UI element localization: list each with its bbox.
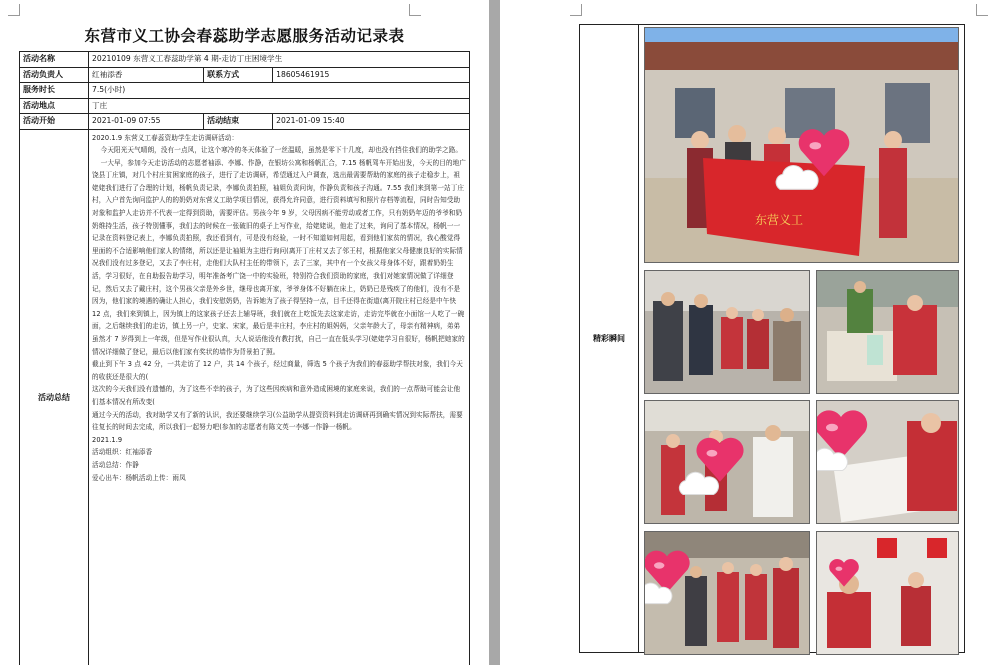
summary-paragraph: 通过今天的活动，我对助学又有了新的认识，我还要继续学习(公益助学从提资资料到走访调研再到确实情况到实际帮扶，需要往复长的时间去完成，所以我们一起努力吧(参加的志愿者有陈文英一李娜一作静一杨帆。 <box>92 410 463 432</box>
record-table <box>19 51 470 665</box>
photo-group-banner[interactable] <box>644 27 959 263</box>
crop-mark <box>570 4 582 16</box>
table-row <box>20 83 470 99</box>
photo-visit-family[interactable] <box>644 270 810 394</box>
cloud-sticker-icon <box>675 469 719 497</box>
photo-group-home[interactable] <box>644 531 810 655</box>
activity-name-label: 活动名称 <box>20 52 89 68</box>
summary-paragraph: 活动组织：红袖添香 <box>92 448 153 457</box>
crop-mark <box>409 4 421 16</box>
document-title: 东营市义工协会春蕊助学志愿服务活动记录表 <box>84 26 405 45</box>
photo-visit-family-image <box>645 271 810 394</box>
crop-mark <box>976 4 988 16</box>
duration-label: 服务时长 <box>20 83 89 99</box>
table-row <box>20 67 470 83</box>
location-label: 活动地点 <box>20 98 89 114</box>
page-gutter <box>489 0 500 665</box>
photo-child-desk-image <box>817 271 959 394</box>
end-value[interactable]: 2021-01-09 15:40 <box>273 114 470 130</box>
summary-cell[interactable] <box>89 129 470 665</box>
photo-elder-visit-image <box>817 532 959 655</box>
summary-paragraph: 一大早，参加今天走访活动的志愿者袖添、李娜、作静，在银坊公寓和杨帆汇合，7.15 杨帆驾车开始出发，今天的目的地广饶县丁庄镇，对几个村庄贫困家庭的孩子，进行了走访调研，希望通过入户调查，选出最需要帮助的家庭的孩子走稳步上，祖姥姥我们进行了合理的计划，杨帆负责记录，李娜负责拍照，袖姐负责问询，作静负责和孩子沟通。7.55 我们来到第一站丁庄村，入户首先询问监护人的的奶奶对东营义工助学项目情况，获得允许同意，进行资料填写和照片存档等流程，同时告知受助对象和监护人走访并不代表一定得到资助，需要评估。男孩今年 9 岁，父母因病不能劳动或者工作，只有奶奶年迈的爷爷和奶奶维持生活，孩子特别懂事，我们去的时候在一张破旧的桌子上写作业，给姥姥说，他走了过来，询问了基本情况，杨帆一一记录在资料登记表上，李娜负责拍照，我还看到有，可是没有经验，一时不知道如何用起，看到他们家贫的情况，我心酸觉得里面的不合适影响他们家人的情绪，所以还是让袖姐为主进行询问(离开丁庄村又去了邻王村，根据他家父母健康良好的实际情况我们没有过多登记，又去了李庄村，走他们大队村主任的带领下，去了三家，其中有一个女孩父母身体不好，跟着奶奶生活，学习很好，在自助报告助学习，明年准备考广饶一中的实验班，特别符合我们资助的家庭，我们对她家情况做了详细登记，然后又去了戴庄村，这个男孩父亲是外乡世，继母也离开家，爷爷身体不好躺在床上，奶奶已是残疾了的他们，没有不是因为，他们家的境遇的确让人担心，我们安慰奶奶，告诉她为了孩子得坚持一点，目千还得在街道(离开院庄村已经是中午快 12 点，我们来到镇上，因为镇上的这家孩子还去上辅导班，我们就在上吃饭先去这家走访，走访完毕就在小面馆一人吃了一碗面，之后继续我们的走访，镇上另一户，史家、宋家，最后是丰庄村，李庄村的姐妈妈，父亲年龄大了，母亲有精神病，弟弟虽然才 7 岁得到上一年级，但是写作业很认真，大人说话他没有教打扰，自己一直在低头学习(姥姥学习自很好，杨帆把她家的情况详细做了登记，最后以他们家有奖状的墙作为背景拍了照。 <box>92 158 466 356</box>
summary-paragraph: 今天阳光天气晴朗，没有一点风，让这个寒冷的冬天体验了一丝温暖，虽然是零下十几度，却也没有挡住我们的助学之路。 <box>100 146 463 155</box>
summary-text <box>92 132 466 485</box>
document-page-left <box>0 0 489 665</box>
summary-paragraph: 2021.1.9 <box>92 435 123 444</box>
photo-paperwork[interactable] <box>816 400 959 524</box>
banner-text: 东营义工 <box>755 213 804 227</box>
heart-sticker-icon <box>827 556 861 590</box>
duration-value[interactable]: 7.5(小时) <box>89 83 470 99</box>
cloud-sticker-icon <box>771 162 819 192</box>
contact-value[interactable]: 18605461915 <box>273 67 470 83</box>
crop-mark <box>8 4 20 16</box>
table-row <box>20 129 470 665</box>
leader-value[interactable]: 红袖添香 <box>89 67 204 83</box>
photo-elder-visit[interactable] <box>816 531 959 655</box>
location-value[interactable]: 丁庄 <box>89 98 470 114</box>
contact-label: 联系方式 <box>204 67 273 83</box>
document-page-right <box>500 0 1000 665</box>
summary-paragraph: 截止到下午 3 点 42 分，一共走访了 12 户，共 14 个孩子，经过商量，筛选 5 个孩子为我们的春蕊助学帮扶对象，我们今天的收获还是很大的( <box>92 360 463 381</box>
end-label: 活动结束 <box>204 114 273 130</box>
table-row <box>20 98 470 114</box>
photo-child-desk[interactable] <box>816 270 959 394</box>
table-row <box>20 52 470 68</box>
summary-paragraph: 爱心出车：杨帆活动上传：雨凤 <box>92 473 186 482</box>
start-label: 活动开始 <box>20 114 89 130</box>
table-row <box>20 114 470 130</box>
photos-label: 精彩瞬间 <box>580 25 639 653</box>
summary-paragraph: 这次的今天我们没有遗憾的，为了这些不幸的孩子，为了这些因疾病和意外造成困境的家庭来说，我们的一点帮助可能会让他们基本情况有所改变( <box>92 385 461 406</box>
start-value[interactable]: 2021-01-09 07:55 <box>89 114 204 130</box>
cloud-sticker-icon <box>816 445 849 473</box>
leader-label: 活动负责人 <box>20 67 89 83</box>
cloud-sticker-icon <box>644 580 673 606</box>
activity-name-value[interactable]: 20210109 东营义工春蕊助学第 4 期-走访丁庄困境学生 <box>89 52 470 68</box>
summary-paragraph: 2020.1.9 东营义工春蕊资助学生走访调研活动： <box>92 133 239 142</box>
summary-label: 活动总结 <box>20 129 89 665</box>
summary-paragraph: 活动总结：作静 <box>92 460 139 469</box>
photo-volunteers-room[interactable] <box>644 400 810 524</box>
